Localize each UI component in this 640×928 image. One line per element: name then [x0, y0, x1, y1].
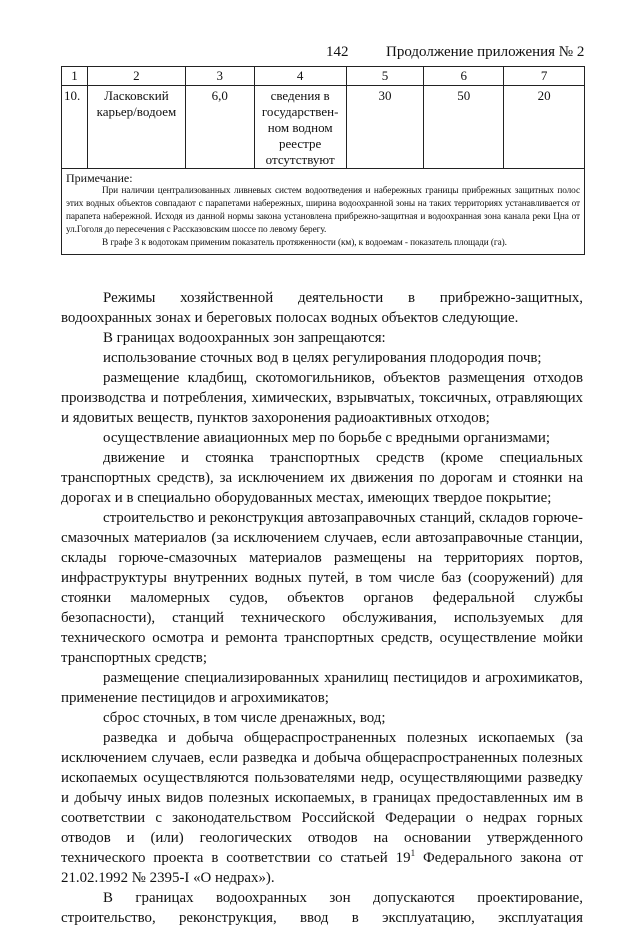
row-number: 10. — [62, 86, 88, 169]
paragraph-text: разведка и добыча общераспространенных полезных ископаемых (за исключением случаев, если разведка и добыча общераспространенных полезных ископаемых осуществляются пользователями недр, осуществляющими разведку и добычу иных видов полезных ископаемых, в границах предоставленных им в соответствии с законодательством Российской Федерации о недрах горных отводов и (или) геологических отводов на основании утвержденного технического проекта в соответствии со статьей 19 — [61, 730, 583, 866]
paragraph: движение и стоянка транспортных средств (кроме специальных транспортных средств), за исключением их движения по дорогам и стоянки на дорогах и в специально оборудованных местах, имеющих твердое покрытие; — [61, 450, 583, 506]
paragraph: размещение специализированных хранилищ пестицидов и агрохимикатов, применение пестицидов и агрохимикатов; — [61, 670, 583, 706]
paragraph-text: Федерального закона от 21.02.1992 № 2395-I «О недрах»). — [61, 850, 583, 886]
paragraph: размещение кладбищ, скотомогильников, объектов размещения отходов производства и потребления, химических, взрывчатых, токсичных, отравляющих и ядовитых веществ, пунктов захоронения радиоактивных отходов; — [61, 370, 583, 426]
column-header: 5 — [346, 67, 424, 86]
column-header: 1 — [62, 67, 88, 86]
paragraph: Режимы хозяйственной деятельности в прибрежно-защитных, водоохранных зонах и береговых полосах водных объектов следующие. — [61, 290, 583, 326]
table-row — [62, 86, 585, 169]
cell-col7: 20 — [504, 86, 585, 169]
cell-col5: 30 — [346, 86, 424, 169]
table-header-row — [62, 67, 585, 86]
column-header: 3 — [185, 67, 254, 86]
registry-info: сведения в государствен-ном водном реестре отсутствуют — [254, 86, 346, 169]
column-header: 6 — [424, 67, 504, 86]
note-row — [62, 169, 585, 255]
paragraph: сброс сточных, в том числе дренажных, вод; — [103, 710, 386, 726]
body-text — [61, 288, 583, 928]
page-number: 142 — [326, 44, 349, 60]
paragraph — [61, 728, 583, 888]
column-header: 2 — [87, 67, 185, 86]
water-object-name: Ласковский карьер/водоем — [87, 86, 185, 169]
appendix-continuation: Продолжение приложения № 2 — [386, 44, 585, 60]
paragraph: использование сточных вод в целях регулирования плодородия почв; — [103, 350, 542, 366]
zones-table — [61, 66, 585, 255]
paragraph: осуществление авиационных мер по борьбе с вредными организмами; — [103, 430, 550, 446]
note-title: Примечание: — [66, 171, 133, 185]
note-paragraph: При наличии централизованных ливневых систем водоотведения и набережных границы прибрежных защитных полос этих водных объектов совпадают с парапетами набережных, ширина водоохранной зоны на таких территориях устанавливается от парапета набережной. Исходя из данной нормы закона установлена прибрежно-защитная и водоохранная зона канала реки Цна от ул.Гоголя до пересечения с Рассказовским шоссе по левому берегу. — [66, 186, 580, 235]
object-size: 6,0 — [185, 86, 254, 169]
superscript: 1 — [410, 848, 416, 859]
note-cell — [62, 169, 585, 255]
cell-col6: 50 — [424, 86, 504, 169]
paragraph: В границах водоохранных зон допускаются проектирование, строительство, реконструкция, ввод в эксплуатацию, эксплуатация — [61, 890, 583, 926]
page-header — [0, 44, 640, 64]
paragraph: строительство и реконструкция автозаправочных станций, складов горюче-смазочных материалов (за исключением случаев, если автозаправочные станции, склады горюче-смазочных материалов размещены на территориях портов, инфраструктуры внутренних водных путей, в том числе баз (сооружений) для стоянки маломерных судов, объектов органов федеральной службы безопасности), станций технического обслуживания, используемых для технического осмотра и ремонта транспортных средств, осуществление мойки транспортных средств; — [61, 510, 583, 666]
column-header: 4 — [254, 67, 346, 86]
note-paragraph: В графе 3 к водотокам применим показатель протяженности (км), к водоемам - показатель площади (га). — [102, 238, 507, 248]
column-header: 7 — [504, 67, 585, 86]
paragraph: В границах водоохранных зон запрещаются: — [103, 330, 386, 346]
